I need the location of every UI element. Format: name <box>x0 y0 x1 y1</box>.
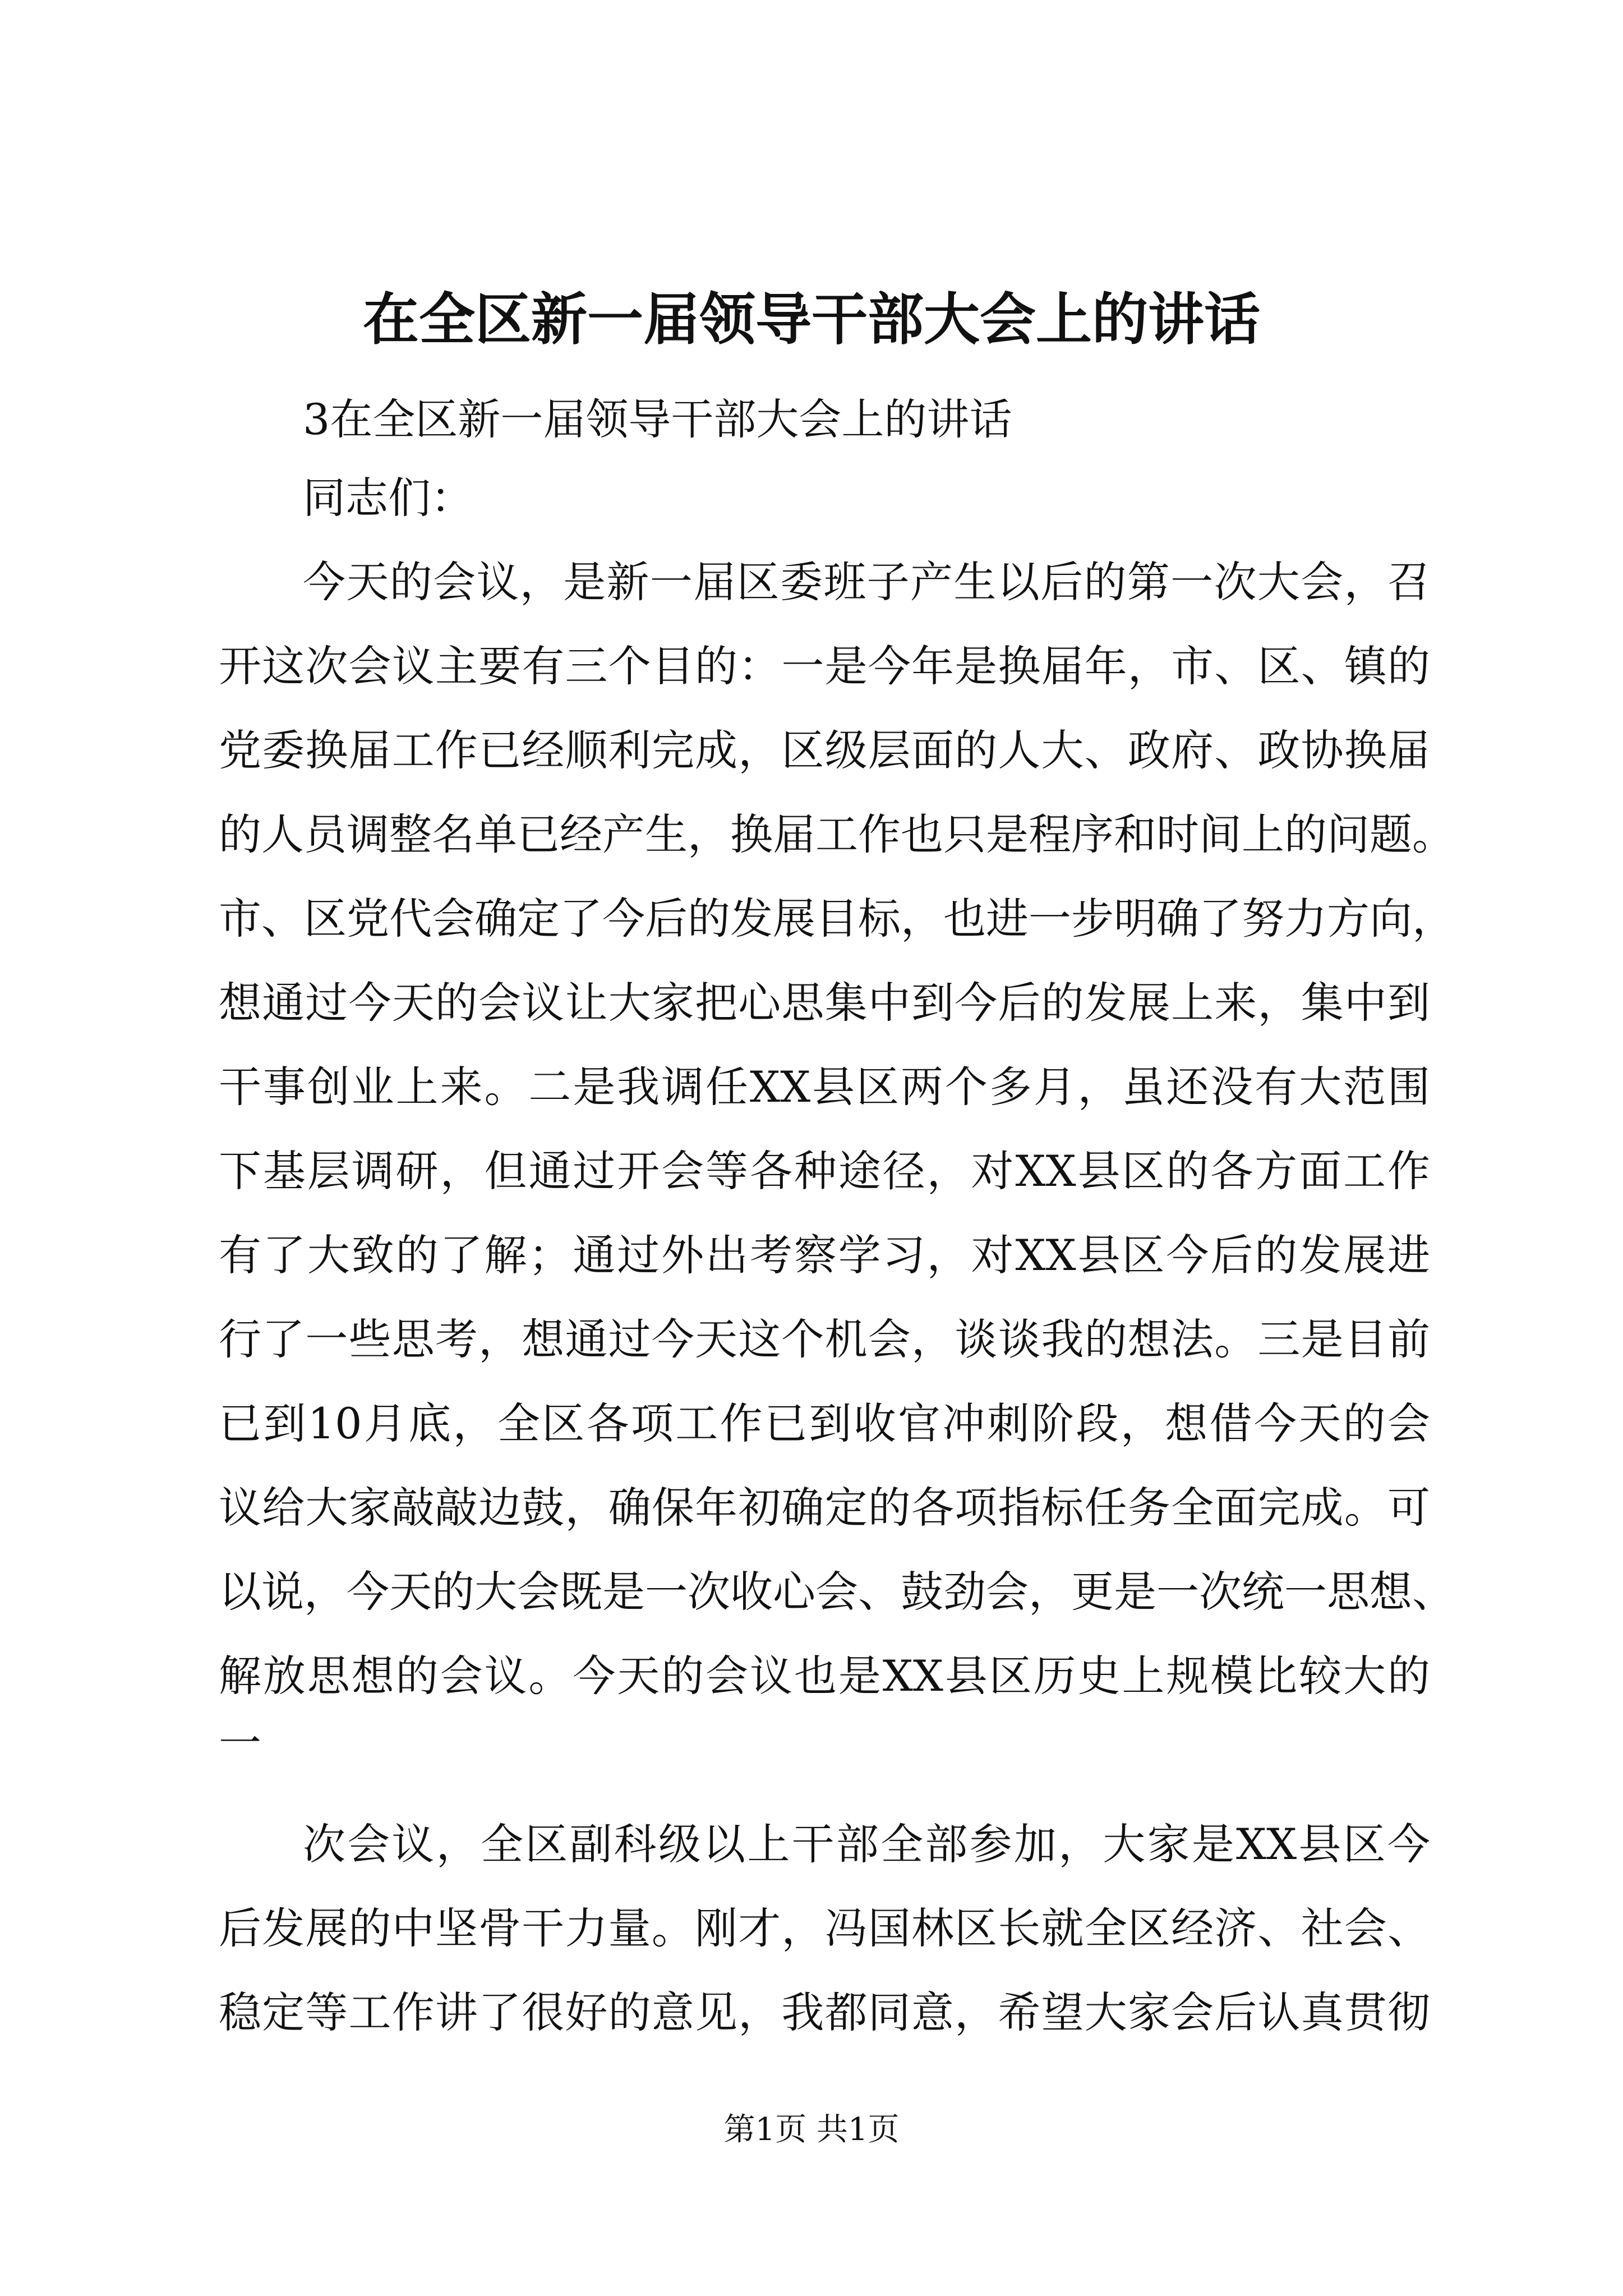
body-line: 开这次会议主要有三个目的：一是今年是换届年，市、区、镇的 <box>219 641 1430 691</box>
body-line: 下基层调研，但通过开会等各种途径，对XX县区的各方面工作 <box>219 1146 1430 1196</box>
body-line: 市、区党代会确定了今后的发展目标，也进一步明确了努力方向， <box>219 894 1455 944</box>
body-line: 干事创业上来。二是我调任XX县区两个多月，虽还没有大范围 <box>219 1062 1430 1112</box>
body-line: 想通过今天的会议让大家把心思集中到今后的发展上来，集中到 <box>219 978 1430 1028</box>
body-line: 今天的会议，是新一届区委班子产生以后的第一次大会，召 <box>303 557 1430 607</box>
body-line: 一 <box>219 1718 261 1768</box>
body-line: 有了大致的了解；通过外出考察学习，对XX县区今后的发展进 <box>219 1230 1430 1280</box>
body-line: 的人员调整名单已经产生，换届工作也只是程序和时间上的问题。 <box>219 809 1455 859</box>
page-footer: 第1页 共1页 <box>723 2111 900 2148</box>
body-line: 以说，今天的大会既是一次收心会、鼓劲会，更是一次统一思想、 <box>219 1567 1455 1617</box>
body-line: 解放思想的会议。今天的会议也是XX县区历史上规模比较大的 <box>219 1651 1430 1701</box>
body-line: 行了一些思考，想通过今天这个机会，谈谈我的想法。三是目前 <box>219 1314 1430 1364</box>
body-line: 次会议，全区副科级以上干部全部参加，大家是XX县区今 <box>303 1819 1430 1869</box>
body-line: 党委换届工作已经顺利完成，区级层面的人大、政府、政协换届 <box>219 725 1430 775</box>
body-line: 后发展的中坚骨干力量。刚才，冯国林区长就全区经济、社会、 <box>219 1903 1430 1953</box>
document-subtitle: 3在全区新一届领导干部大会上的讲话 <box>303 394 1012 444</box>
salutation: 同志们： <box>303 473 473 523</box>
body-line: 已到10月底，全区各项工作已到收官冲刺阶段，想借今天的会 <box>219 1398 1430 1448</box>
document-title: 在全区新一届领导干部大会上的讲话 <box>363 287 1260 352</box>
body-line: 议给大家敲敲边鼓，确保年初确定的各项指标任务全面完成。可 <box>219 1483 1430 1533</box>
body-line: 稳定等工作讲了很好的意见，我都同意，希望大家会后认真贯彻 <box>219 1987 1430 2037</box>
